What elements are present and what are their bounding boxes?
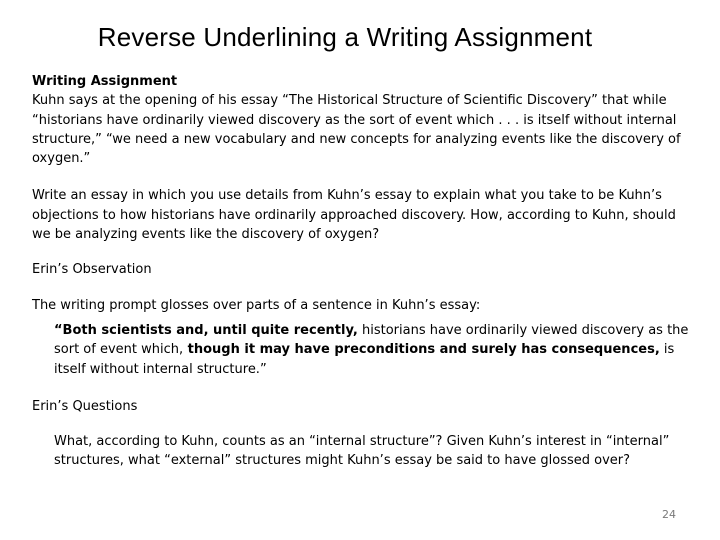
questions-text: What, according to Kuhn, counts as an “internal structure”? Given Kuhn’s interest in “internal” structures, what “external” structures might Kuhn’s essay be said to have glossed over? xyxy=(54,434,670,469)
questions-heading: Erin’s Questions xyxy=(32,398,138,414)
observation-heading: Erin’s Observation xyxy=(32,262,152,278)
slide-title: Reverse Underlining a Writing Assignment xyxy=(97,22,593,52)
quote-part-3: though it may have preconditions and surely has consequences, xyxy=(183,342,660,358)
quote-part-4: is itself without internal structure.” xyxy=(54,342,675,377)
prompt-text: Write an essay in which you use details from Kuhn’s essay to explain what you take to be Kuhn’s objections to how historians have ordinarily approached discovery. How, according to Kuhn, should we be analyzing events like the discovery of oxygen? xyxy=(32,188,676,243)
kuhn-quote xyxy=(54,321,692,379)
page-number: 24 xyxy=(662,508,676,521)
slide-body xyxy=(32,72,692,471)
observation-text: The writing prompt glosses over parts of a sentence in Kuhn’s essay: xyxy=(32,297,481,313)
assignment-heading: Writing Assignment xyxy=(32,74,178,89)
quote-part-1: “Both scientists and, until quite recently, xyxy=(54,322,358,338)
assignment-text: Kuhn says at the opening of his essay “The Historical Structure of Scientific Discovery” that while “historians have ordinarily viewed discovery as the sort of event which . . . is itself without internal structure,” “we need a new vocabulary and new concepts for analyzing events like the discovery of oxygen.” xyxy=(32,93,681,167)
quote-part-2: historians have ordinarily viewed discovery as the sort of event which, xyxy=(54,322,689,358)
